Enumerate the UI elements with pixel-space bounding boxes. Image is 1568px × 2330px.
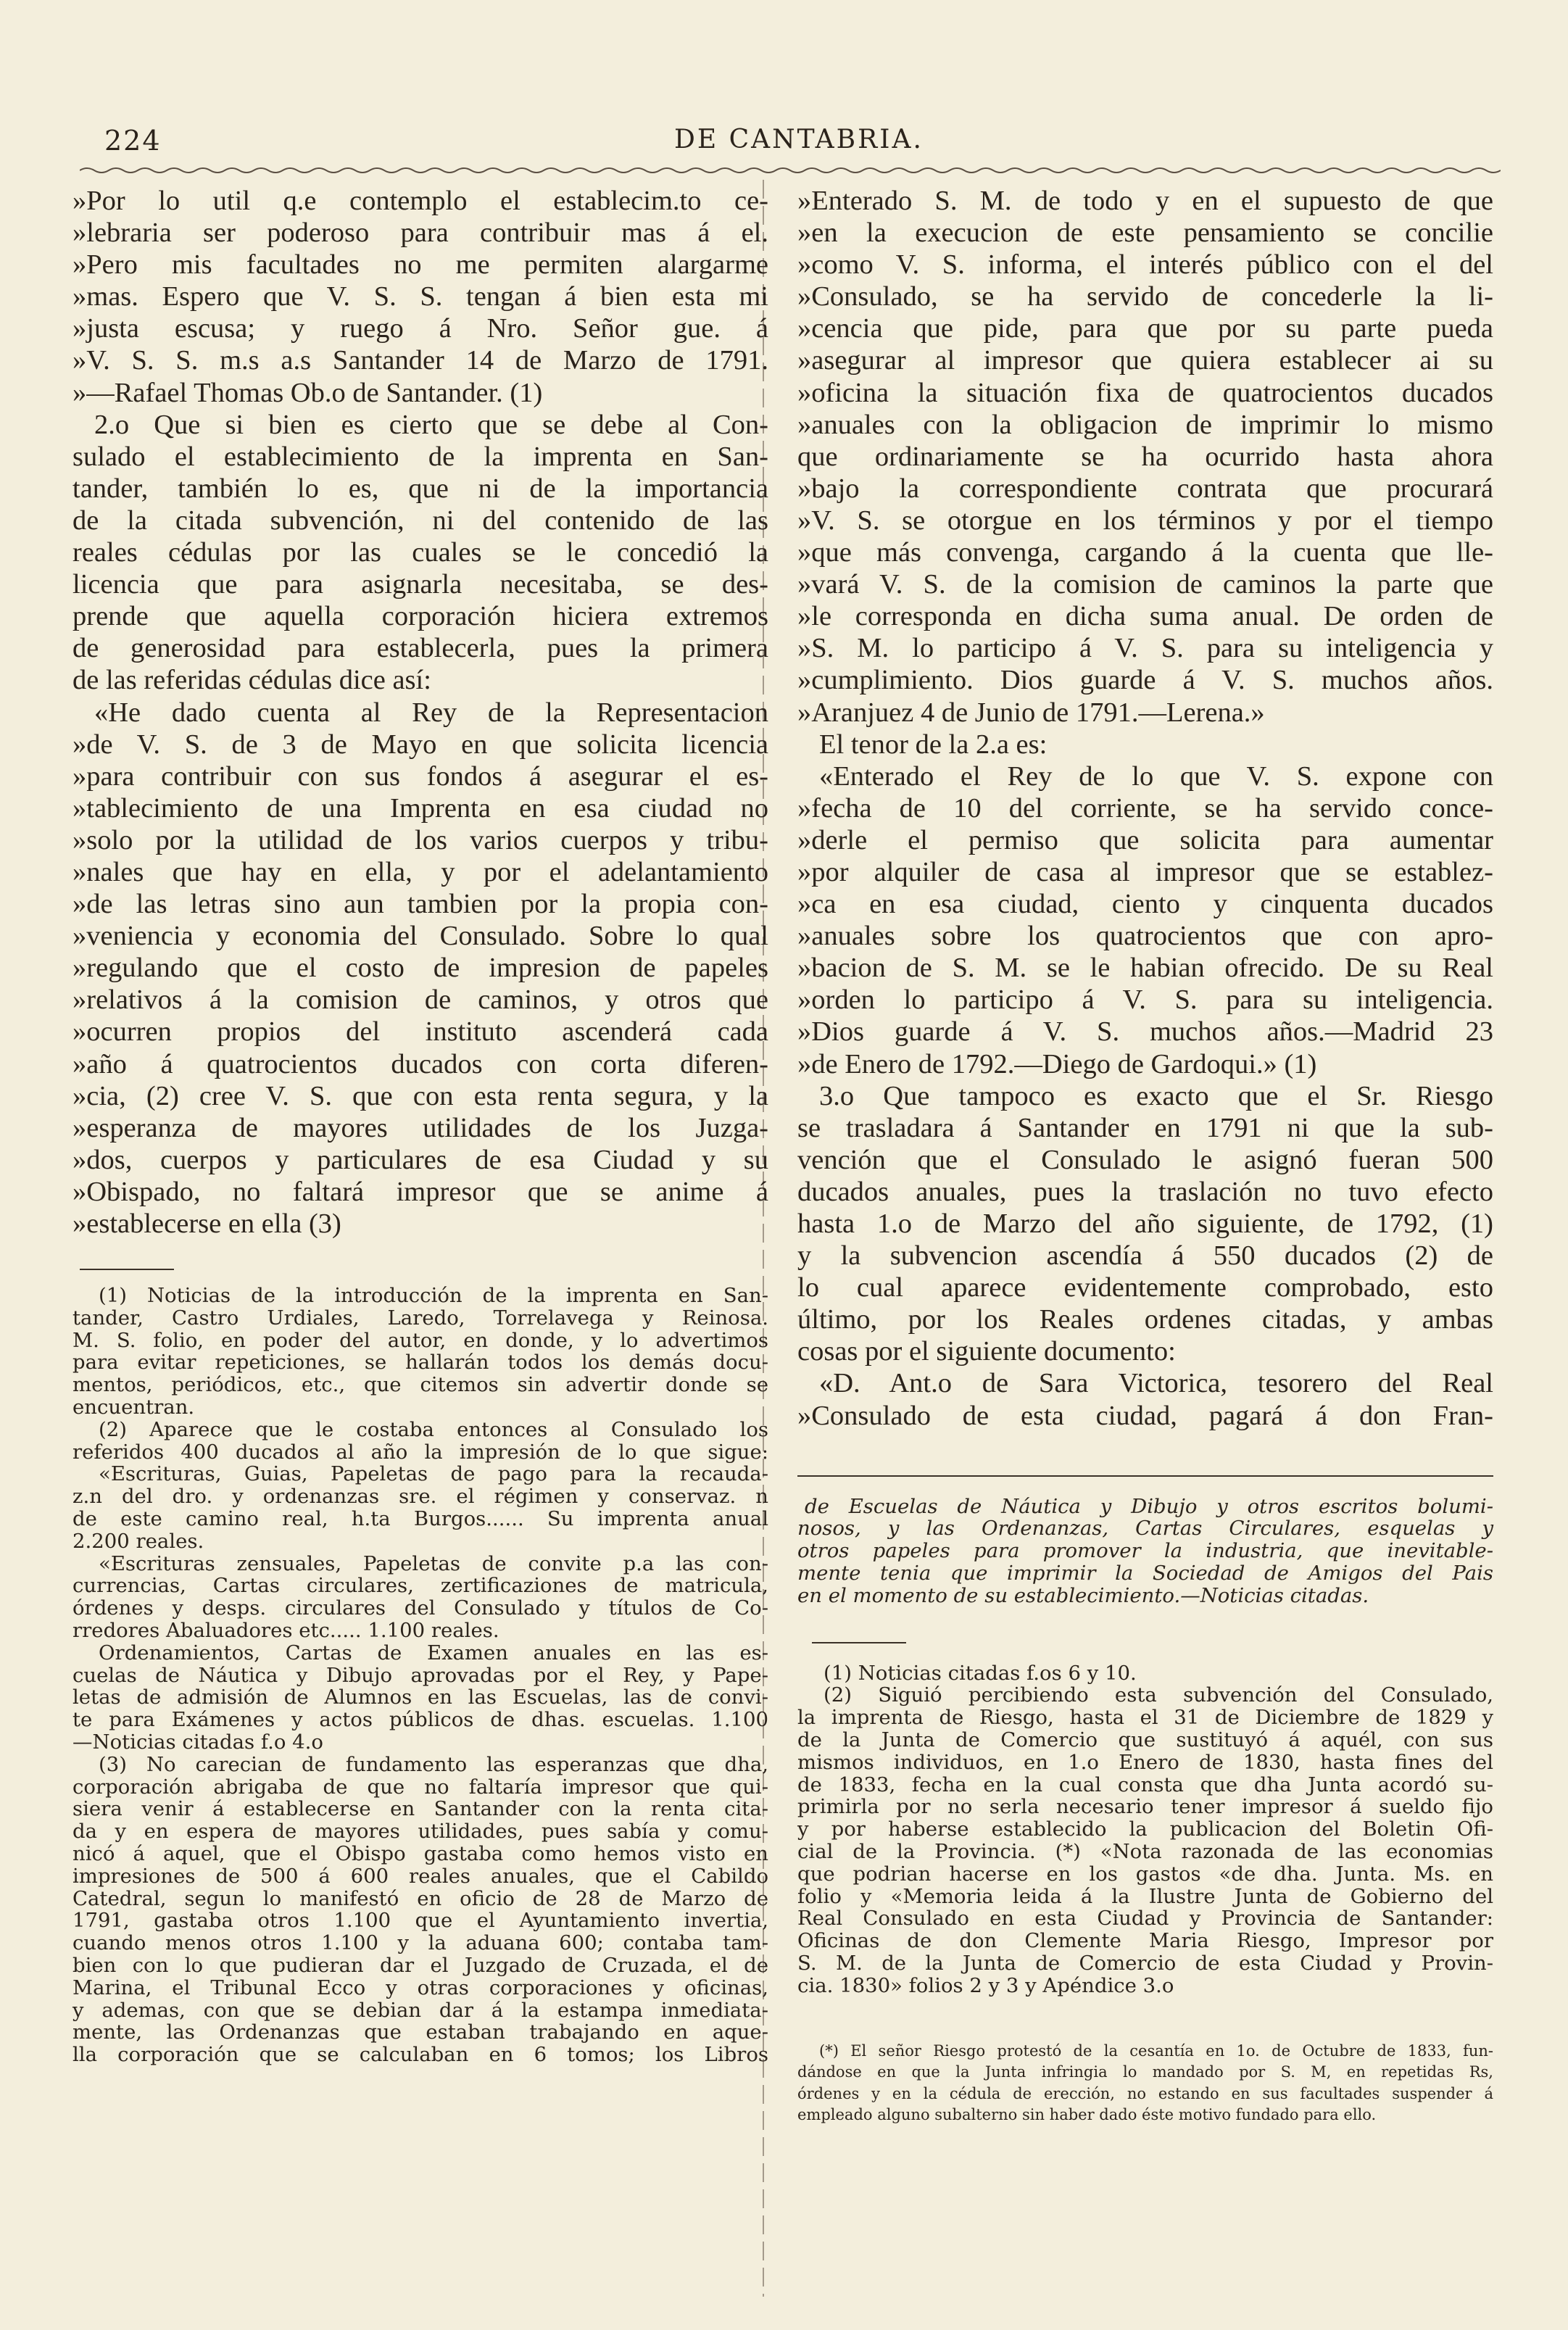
footnote-line: currencias, Cartas circulares, zertificaziones de matricula, (72, 1574, 768, 1598)
footnote-line: «Escrituras zensuales, Papeletas de convite p.a las con- (99, 1551, 768, 1575)
text-line: ducados anuales, pues la traslación no tuvo efecto (797, 1176, 1493, 1207)
text-line: »asegurar al impresor que quiera establecer ai su (797, 345, 1493, 376)
text-line: »mas. Espero que V. S. S. tengan á bien esta mi (72, 281, 768, 312)
footnote-line: mente tenia que imprimir la Sociedad de Amigos del Pais (797, 1562, 1493, 1585)
footnote-line: tander, Castro Urdiales, Laredo, Torrelavega y Reinosa. (72, 1306, 768, 1330)
footnote-line: mentos, periódicos, etc., que citemos sin advertir donde se (72, 1373, 768, 1397)
footnote-line: (1) Noticias de la introducción de la imprenta en San- (99, 1284, 768, 1308)
text-line: »oficina la situación fixa de quatrocientos ducados (797, 377, 1493, 408)
text-line: »año á quatrocientos ducados con corta diferen- (72, 1048, 768, 1079)
footnote-line: de 1833, fecha en la cual consta que dha Junta acordó su- (797, 1773, 1493, 1796)
text-line: »Consulado de esta ciudad, pagará á don Fran- (797, 1400, 1493, 1431)
text-line: «Enterado el Rey de lo que V. S. expone con (819, 760, 1493, 792)
text-line: de la citada subvención, ni del contenido de las (72, 505, 768, 536)
text-line: »de Enero de 1792.—Diego de Gardoqui.» (1) (797, 1048, 1317, 1079)
footnote-line: cial de la Provincia. (*) «Nota razonada de las economias (797, 1840, 1493, 1864)
text-line: de las referidas cédulas dice así: (72, 665, 431, 696)
text-line: »Consulado, se ha servido de concederle la li- (797, 281, 1493, 312)
footnote-line: que podrian hacerse en los gastos «de dha. Junta. Ms. en (797, 1862, 1493, 1886)
text-line: »fecha de 10 del corriente, se ha servido conce- (797, 792, 1493, 824)
footnote-line: dándose en que la Junta infringia lo mandado por S. M, en repetidas Rs, (797, 2063, 1493, 2081)
footnote-line: (3) No carecian de fundamento las esperanzas que dha, (99, 1752, 768, 1776)
page-header (94, 125, 1472, 161)
left-column (72, 185, 768, 2066)
text-line: que ordinariamente se ha ocurrido hasta ahora (797, 441, 1493, 472)
footnote-line: y ademas, con que se debian dar á la estampa inmediata- (72, 1998, 768, 2022)
footnote-line: empleado alguno subalterno sin haber dado éste motivo fundado para ello. (797, 2106, 1377, 2124)
footnote-line: Real Consulado en esta Ciudad y Provincia de Santander: (797, 1907, 1493, 1931)
text-line: »cencia que pide, para que por su parte pueda (797, 313, 1493, 344)
text-line: «He dado cuenta al Rey de la Representacion (94, 697, 768, 728)
footnote-line: primirla por no serla necesario tener impresor á sueldo fijo (797, 1795, 1493, 1819)
text-line: »Aranjuez 4 de Junio de 1791.—Lerena.» (797, 697, 1265, 728)
text-line: »Enterado S. M. de todo y en el supuesto de que (797, 186, 1493, 216)
text-line: reales cédulas por las cuales se le concedió la (72, 537, 768, 568)
text-line: »derle el permiso que solicita para aumentar (797, 824, 1493, 855)
footnote-line: (2) Aparece que le costaba entonces al Consulado los (99, 1417, 768, 1441)
text-line: prende que aquella corporación hiciera extremos (72, 601, 768, 632)
text-line: licencia que para asignarla necesitaba, se des- (72, 569, 768, 600)
text-line: »V. S. se otorgue en los términos y por el tiempo (797, 505, 1493, 536)
text-line: »Dios guarde á V. S. muchos años.—Madrid 23 (797, 1016, 1493, 1048)
footnote-line: y por haberse establecido la publicacion del Boletin Ofi- (797, 1817, 1493, 1841)
footnote-line: te para Exámenes y actos públicos de dhas. escuelas. 1.100 (72, 1708, 768, 1732)
text-line: 2.o Que si bien es cierto que se debe al Con- (94, 409, 768, 440)
footnote-line: (1) Noticias citadas f.os 6 y 10. (824, 1661, 1137, 1685)
footnote-line: letas de admisión de Alumnos en las Escuelas, las de convi- (72, 1686, 768, 1709)
text-line: »esperanza de mayores utilidades de los Juzga- (72, 1112, 768, 1143)
footnote-line: órdenes y desps. circulares del Consulado y títulos de Co- (72, 1596, 768, 1620)
text-line: «D. Ant.o de Sara Victorica, tesorero del Real (819, 1368, 1493, 1399)
footnote-line: cuelas de Náutica y Dibujo aprovadas por el Rey, y Pape- (72, 1663, 768, 1687)
footnote-line: z.n del dro. y ordenanzas sre. el régimen y conservaz. n (72, 1485, 768, 1509)
text-line: »Pero mis facultades no me permiten alargarme (72, 249, 768, 281)
header-wavy-rule (80, 165, 1501, 175)
footnote-line: Marina, el Tribunal Ecco y otras corporaciones y oficinas, (72, 1975, 768, 1999)
text-line: »como V. S. informa, el interés público con el del (797, 249, 1493, 281)
footnote-line: mente, las Ordenanzas que estaban trabajando en aque- (72, 2020, 768, 2044)
footnote-line: de la Junta de Comercio que sustituyó á aquél, con sus (797, 1728, 1493, 1752)
text-line: tander, también lo es, que ni de la importancia (72, 473, 768, 504)
footnote-line: cuando menos otros 1.100 y la aduana 600; contaba tam- (72, 1931, 768, 1955)
footnote-line: mismos individuos, en 1.o Enero de 1830, hasta fines del (797, 1750, 1493, 1774)
text-line: »ca en esa ciudad, ciento y cinquenta ducados (797, 889, 1493, 920)
text-line: »cia, (2) cree V. S. que con esta renta segura, y la (72, 1080, 768, 1111)
footnote-line: nosos, y las Ordenanzas, Cartas Circulares, esquelas y (797, 1517, 1493, 1541)
text-line: y la subvencion ascendía á 550 ducados (2) de (797, 1240, 1493, 1272)
asterisk-footnote (797, 2041, 1493, 2126)
text-line: »—Rafael Thomas Ob.o de Santander. (1) (72, 377, 543, 408)
footnote-line: nicó á aquel, que el Obispo gastaba como hemos visto en (72, 1842, 768, 1866)
text-line: »para contribuir con sus fondos á asegurar el es- (72, 760, 768, 792)
footnote-line: bien con lo que pudieran dar el Juzgado de Cruzada, el de (72, 1954, 768, 1977)
footnote-line: Catedral, segun lo manifestó en oficio de 28 de Marzo de (72, 1886, 768, 1910)
footnote-line: impresiones de 500 á 600 reales anuales, que el Cabildo (72, 1864, 768, 1888)
text-line: »justa escusa; y ruego á Nro. Señor gue. á (72, 313, 768, 344)
footnote-line: de este camino real, h.ta Burgos...... Su imprenta anual (72, 1507, 768, 1531)
text-line: »establecerse en ella (3) (72, 1208, 341, 1239)
footnote-line: la imprenta de Riesgo, hasta el 31 de Diciembre de 1829 y (797, 1706, 1493, 1730)
text-line: »en la execucion de este pensamiento se concilie (797, 217, 1493, 249)
page-number: 224 (104, 125, 162, 157)
footnote-line: 1791, gastaba otros 1.100 que el Ayuntamiento invertia, (72, 1909, 768, 1933)
footnote-line: encuentran. (72, 1396, 195, 1419)
text-line: »bajo la correspondiente contrata que procurará (797, 473, 1493, 504)
text-line: »regulando que el costo de impresion de papeles (72, 953, 768, 984)
footnote-line: (2) Siguió percibiendo esta subvención del Consulado, (824, 1683, 1493, 1707)
text-line: »solo por la utilidad de los varios cuerpos y tribu- (72, 824, 768, 855)
footnote-line: da y en espera de mayores utilidades, pues sabía y comu- (72, 1820, 768, 1844)
text-line: se trasladara á Santander en 1791 ni que la sub- (797, 1112, 1493, 1143)
left-body-text (72, 185, 768, 1240)
text-line: »relativos á la comision de caminos, y otros que (72, 984, 768, 1016)
text-line: »Obispado, no faltará impresor que se anime á (72, 1176, 768, 1207)
continued-footnote (797, 1496, 1493, 1607)
left-footnotes (72, 1285, 768, 2066)
footnote-line: M. S. folio, en poder del autor, en donde, y lo advertimos (72, 1328, 768, 1352)
footnote-line: cia. 1830» folios 2 y 3 y Apéndice 3.o (797, 1973, 1174, 1997)
text-line: El tenor de la 2.a es: (819, 729, 1048, 760)
text-line: »anuales con la obligacion de imprimir lo mismo (797, 409, 1493, 440)
right-footnotes (797, 1662, 1493, 1997)
text-line: »le corresponda en dicha suma anual. De orden de (797, 601, 1493, 632)
text-line: cosas por el siguiente documento: (797, 1336, 1176, 1367)
text-line: vención que el Consulado le asignó fueran 500 (797, 1144, 1493, 1175)
footnote-line: de Escuelas de Náutica y Dibujo y otros escritos bolumi- (805, 1494, 1493, 1518)
footnote-line: folio y «Memoria leida á la Ilustre Junta de Gobierno del (797, 1884, 1493, 1908)
text-line: »dos, cuerpos y particulares de esa Ciudad y su (72, 1144, 768, 1175)
footnote-line: Oficinas de don Clemente Maria Riesgo, Impresor por (797, 1929, 1493, 1953)
text-line: »bacion de S. M. se le habian ofrecido. De su Real (797, 953, 1493, 984)
footnote-line: —Noticias citadas f.o 4.o (72, 1730, 323, 1754)
text-line: »lebraria ser poderoso para contribuir mas á el. (72, 217, 768, 249)
text-line: »tablecimiento de una Imprenta en esa ciudad no (72, 792, 768, 824)
footnote-line: corporación abrigaba de que no faltaría impresor que qui- (72, 1775, 768, 1799)
footnote-line: siera venir á establecerse en Santander con la renta cita- (72, 1797, 768, 1821)
text-line: »vará V. S. de la comision de caminos la parte que (797, 569, 1493, 600)
footnote-line: 2.200 reales. (72, 1529, 204, 1553)
footnote-line: «Escrituras, Guias, Papeletas de pago para la recauda- (99, 1462, 768, 1486)
text-line: lo cual aparece evidentemente comprobado, esto (797, 1272, 1493, 1303)
footnote-line: en el momento de su establecimiento.—Noticias citadas. (797, 1583, 1369, 1607)
text-line: »de V. S. de 3 de Mayo en que solicita licencia (72, 729, 768, 760)
footnote-line: órdenes y en la cédula de erección, no estando en sus facultades suspender á (797, 2084, 1493, 2102)
text-line: sulado el establecimiento de la imprenta en San- (72, 441, 768, 472)
right-body-text (797, 185, 1493, 1432)
footnote-line: lla corporación que se calculaban en 6 tomos; los Libros (72, 2043, 768, 2067)
footnote-line: para evitar repeticiones, se hallarán todos los demás docu- (72, 1351, 768, 1375)
footnote-line: S. M. de la Junta de Comercio de esta Ciudad y Provin- (797, 1952, 1493, 1975)
footnote-line: referidos 400 ducados al año la impresión de lo que sigue: (72, 1440, 768, 1464)
text-line: »anuales sobre los quatrocientos que con apro- (797, 921, 1493, 952)
text-line: »S. M. lo participo á V. S. para su inteligencia y (797, 633, 1493, 664)
text-line: »orden lo participo á V. S. para su inteligencia. (797, 984, 1493, 1016)
footnote-line: otros papeles para promover la industria, que inevitable- (797, 1539, 1493, 1563)
footnote-line: rredores Abaluadores etc..... 1.100 reales. (72, 1619, 499, 1643)
right-column (797, 185, 1493, 2126)
text-line: »ocurren propios del instituto ascenderá cada (72, 1016, 768, 1048)
text-line: »V. S. S. m.s a.s Santander 14 de Marzo de 1791. (72, 345, 768, 376)
footnote-line: Ordenamientos, Cartas de Examen anuales en las es- (99, 1641, 768, 1664)
text-line: »cumplimiento. Dios guarde á V. S. muchos años. (797, 665, 1493, 696)
text-line: 3.o Que tampoco es exacto que el Sr. Riesgo (819, 1080, 1493, 1111)
footnote-line: (*) El señor Riesgo protestó de la cesantía en 1o. de Octubre de 1833, fun- (819, 2041, 1493, 2060)
text-line: hasta 1.o de Marzo del año siguiente, de 1792, (1) (797, 1208, 1493, 1239)
text-line: »que más convenga, cargando á la cuenta que lle- (797, 537, 1493, 568)
text-line: de generosidad para establecerla, pues la primera (72, 633, 768, 664)
text-line: »Por lo util q.e contemplo el establecim.to ce- (72, 186, 768, 216)
text-line: »nales que hay en ella, y por el adelantamiento (72, 856, 768, 887)
text-line: »veniencia y economia del Consulado. Sobre lo qual (72, 921, 768, 952)
text-line: »por alquiler de casa al impresor que se establez- (797, 856, 1493, 887)
text-line: último, por los Reales ordenes citadas, y ambas (797, 1304, 1493, 1335)
text-line: »de las letras sino aun tambien por la propia con- (72, 889, 768, 920)
running-title: DE CANTABRIA. (674, 125, 924, 154)
